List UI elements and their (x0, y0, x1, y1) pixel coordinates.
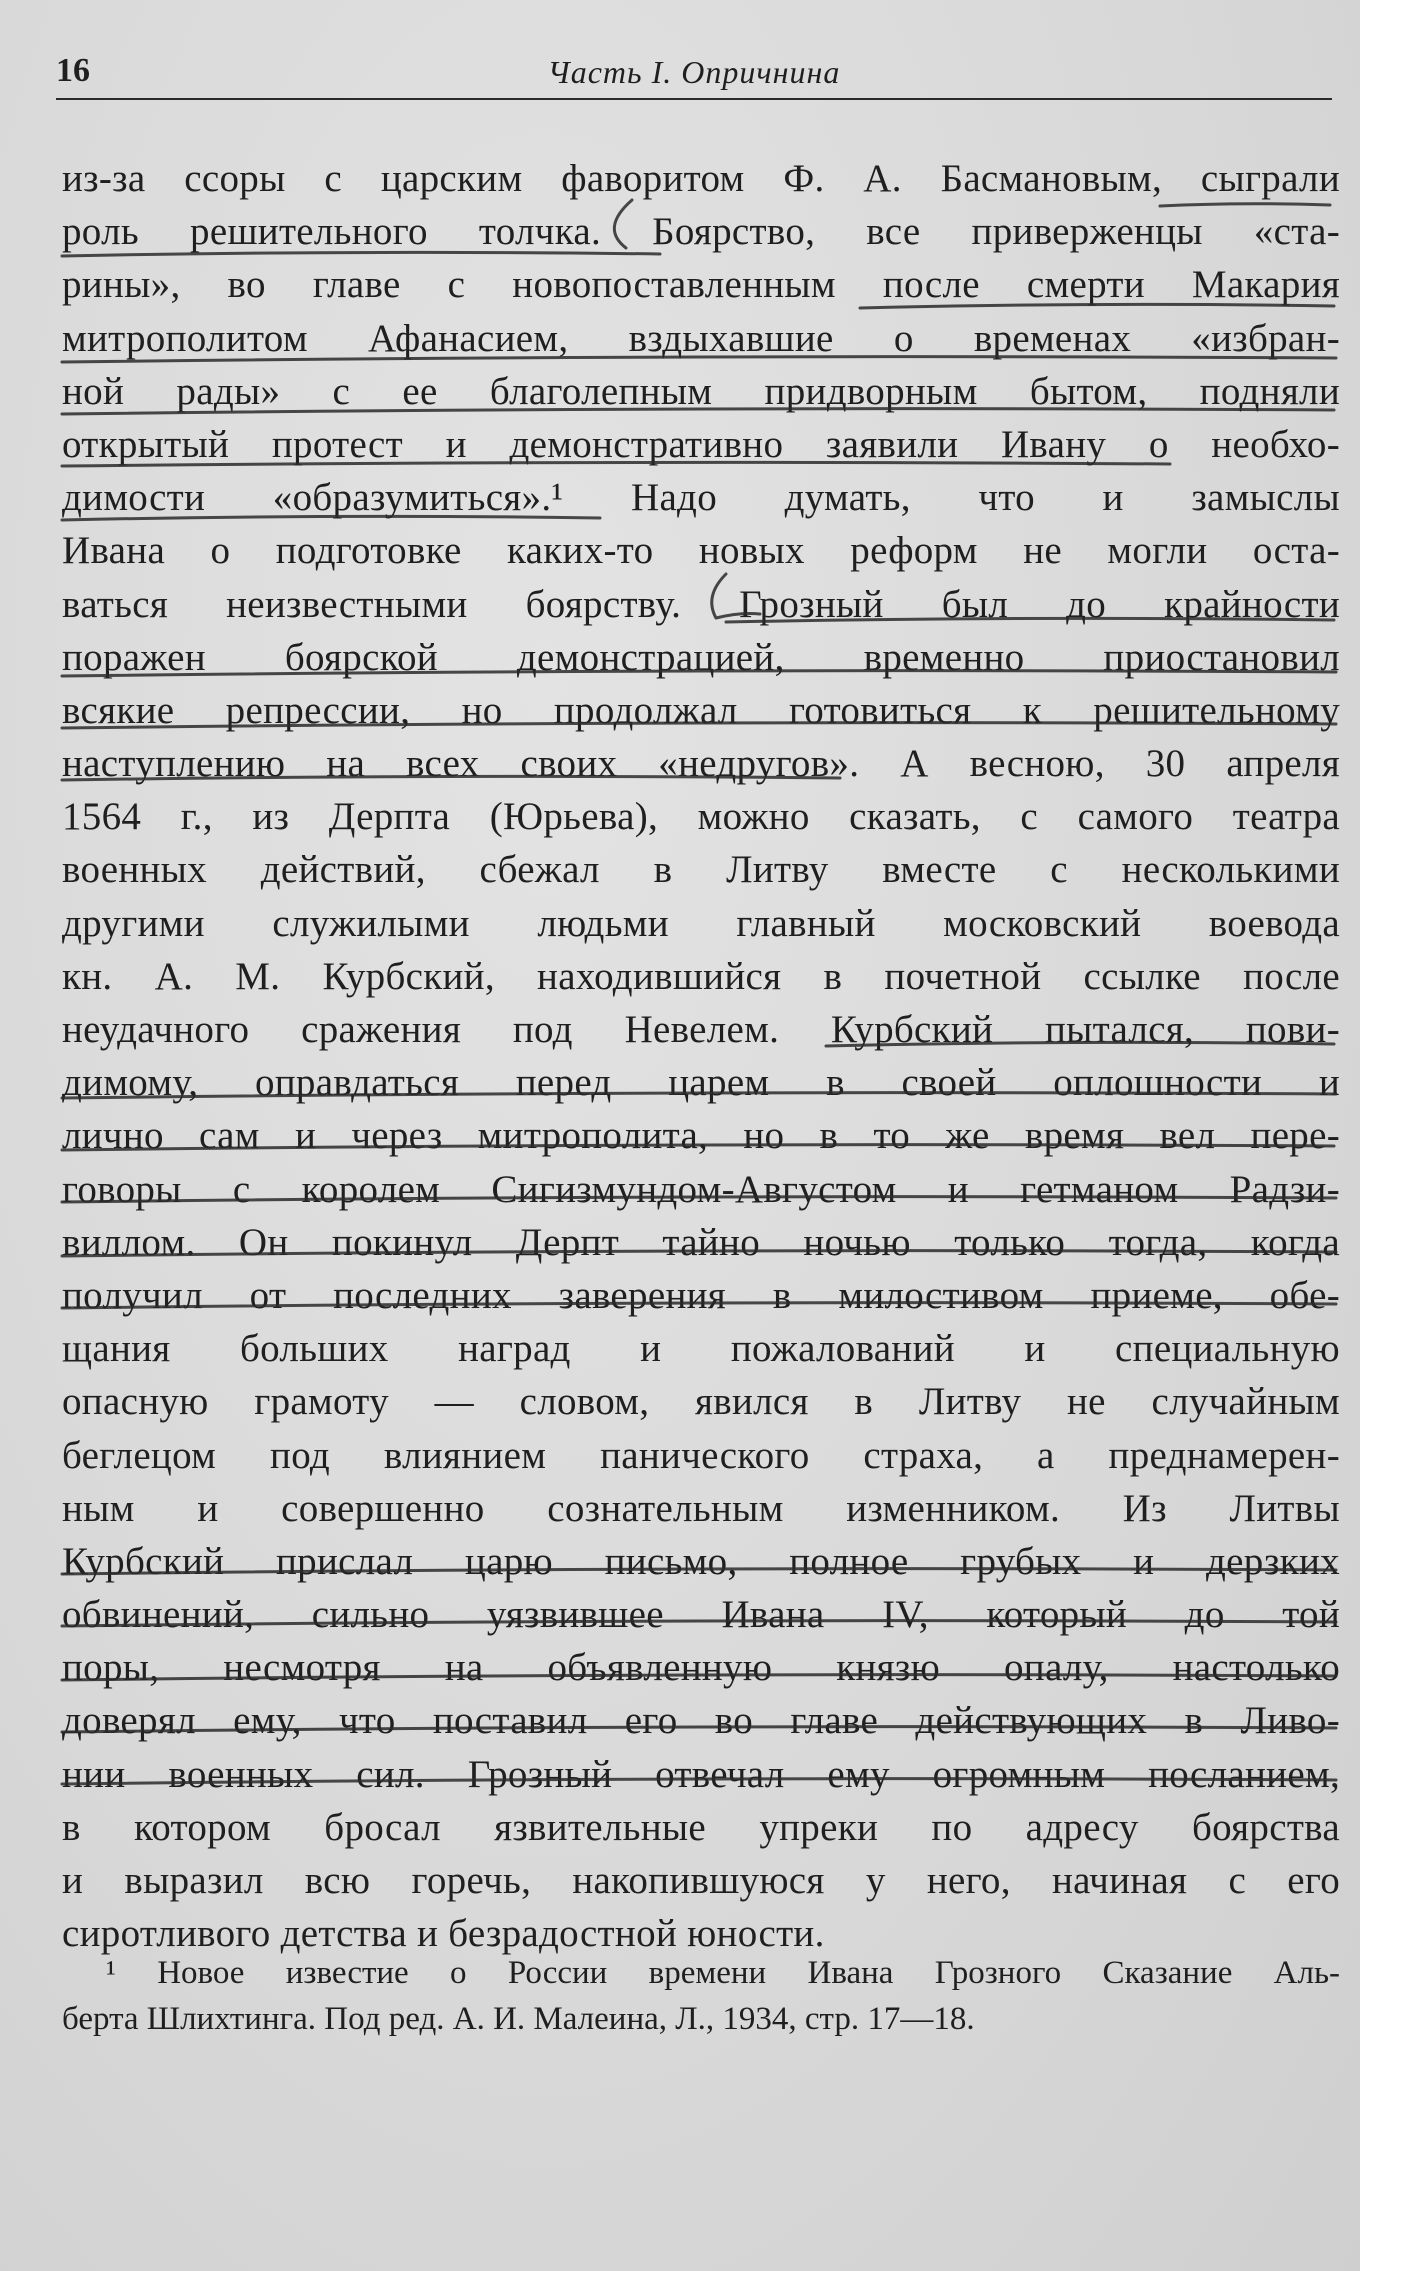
text-line: наступлению на всех своих «недругов». А весною, 30 апреля (62, 742, 1340, 786)
text-line: получил от последних заверения в милостивом приеме, обе- (62, 1273, 1340, 1317)
text-line: говоры с королем Сигизмундом-Августом и гетманом Радзи- (62, 1167, 1340, 1211)
text-line: ваться неизвестными боярству. Грозный был до крайности (62, 582, 1340, 626)
text-line: митрополитом Афанасием, вздыхавшие о временах «избран- (62, 316, 1340, 360)
text-line: Курбский прислал царю письмо, полное грубых и дерзких (62, 1539, 1340, 1583)
text-line: другими служилыми людьми главный московский воевода (62, 901, 1340, 945)
text-line: виллом. Он покинул Дерпт тайно ночью только тогда, когда (62, 1220, 1340, 1264)
text-line: ной рады» с ее благолепным придворным бытом, подняли (62, 369, 1340, 413)
running-head: Часть I. Опричнина (547, 54, 841, 90)
text-line: ным и совершенно сознательным изменником. Из Литвы (62, 1486, 1340, 1530)
text-line: всякие репрессии, но продолжал готовиться к решительному (62, 688, 1340, 732)
footnote (62, 1950, 1340, 2042)
text-line: щания больших наград и пожалований и специальную (62, 1327, 1340, 1371)
footnote-line: берта Шлихтинга. Под ред. А. И. Малеина, Л., 1934, стр. 17—18. (62, 2001, 975, 2037)
text-line: 1564 г., из Дерпта (Юрьева), можно сказать, с самого театра (62, 795, 1340, 839)
page-number: 16 (56, 52, 90, 89)
text-line: из-за ссоры с царским фаворитом Ф. А. Басмановым, сыграли (62, 157, 1340, 200)
text-line: поражен боярской демонстрацией, временно приостановил (62, 635, 1340, 679)
text-line: кн. А. М. Курбский, находившийся в почетной ссылке после (62, 954, 1340, 998)
text-line: беглецом под влиянием панического страха, а преднамерен- (62, 1433, 1340, 1477)
text-line: поры, несмотря на объявленную князю опалу, настолько (62, 1646, 1340, 1690)
text-line: обвинений, сильно уязвившее Ивана IV, который до той (62, 1593, 1340, 1637)
page-header (56, 50, 1332, 100)
text-line: опасную грамоту — словом, явился в Литву не случайным (62, 1380, 1340, 1424)
text-line: доверял ему, что поставил его во главе действующих в Ливо- (62, 1699, 1340, 1743)
text-line: димому, оправдаться перед царем в своей оплошности и (62, 1061, 1340, 1105)
text-line: рины», во главе с новопоставленным после смерти Макария (62, 263, 1340, 307)
main-text (62, 152, 1340, 1960)
text-line: в котором бросал язвительные упреки по адресу боярства (62, 1805, 1340, 1849)
text-line: нии военных сил. Грозный отвечал ему огромным посланием, (62, 1752, 1340, 1796)
text-line: Ивана о подготовке каких-то новых реформ не могли оста- (62, 529, 1340, 573)
text-line: военных действий, сбежал в Литву вместе с несколькими (62, 848, 1340, 892)
text-line: димости «образумиться».¹ Надо думать, что и замыслы (62, 476, 1340, 520)
text-line: роль решительного толчка. Боярство, все приверженцы «ста- (62, 210, 1340, 254)
text-line: и выразил всю горечь, накопившуюся у него, начиная с его (62, 1859, 1340, 1902)
text-line: лично сам и через митрополита, но в то же время вел пере- (62, 1114, 1340, 1158)
footnote-line: ¹ Новое известие о России времени Ивана Грозного Сказание Аль- (106, 1955, 1340, 1991)
text-line: неудачного сражения под Невелем. Курбский пытался, пови- (62, 1008, 1340, 1051)
text-line: сиротливого детства и безрадостной юности. (62, 1912, 825, 1956)
text-line: открытый протест и демонстративно заявили Ивану о необхо- (62, 422, 1340, 466)
